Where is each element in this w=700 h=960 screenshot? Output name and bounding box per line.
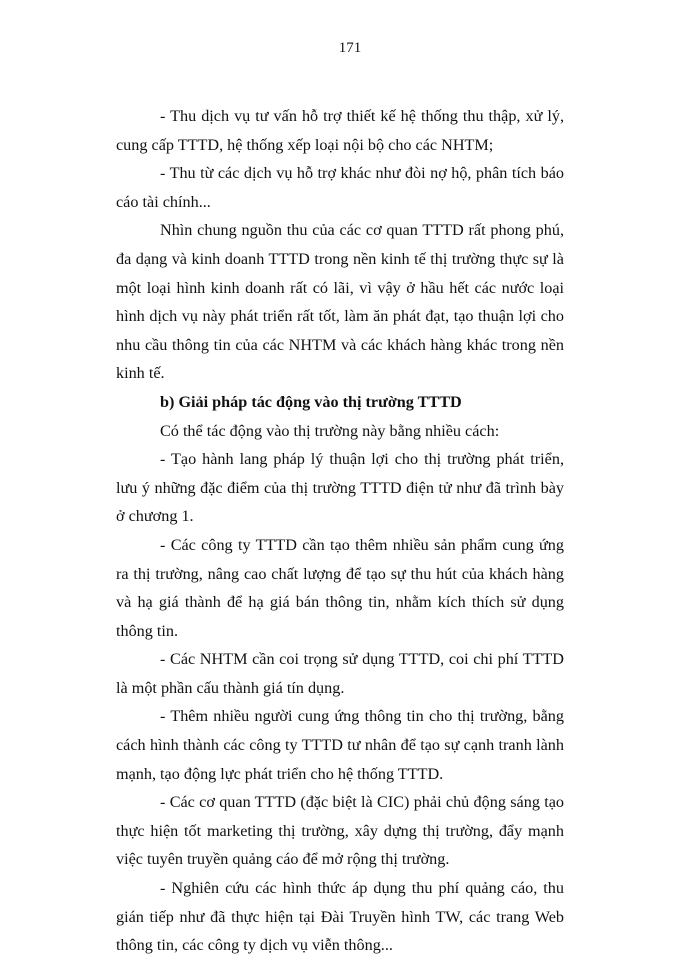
paragraph-bullet-more-providers: - Thêm nhiều người cung ứng thông tin cho thị trường, bằng cách hình thành các công ty TTTD tư nhân để tạo sự cạnh tranh lành mạnh, tạo động lực phát triển cho hệ thống TTTD.: [116, 707, 564, 783]
paragraph-bullet-other-services-revenue: - Thu từ các dịch vụ hỗ trợ khác như đòi nợ hộ, phân tích báo cáo tài chính...: [116, 164, 564, 211]
page-number: 171: [338, 40, 362, 56]
paragraph-intro: Có thể tác động vào thị trường này bằng nhiều cách:: [160, 421, 500, 440]
document-body: [116, 102, 564, 960]
section-heading: b) Giải pháp tác động vào thị trường TTTD: [160, 392, 462, 411]
paragraph-bullet-legal-framework: - Tạo hành lang pháp lý thuận lợi cho thị trường phát triển, lưu ý những đặc điểm của thị trường TTTD điện tử như đã trình bày ở chương 1.: [116, 450, 564, 526]
paragraph-bullet-product-quality: - Các công ty TTTD cần tạo thêm nhiều sản phẩm cung ứng ra thị trường, nâng cao chất lượng để tạo sự thu hút của khách hàng và hạ giá thành để hạ giá bán thông tin, nhằm kích thích sử dụng thông tin.: [116, 535, 564, 640]
paragraph-bullet-fee-research: - Nghiên cứu các hình thức áp dụng thu phí quảng cáo, thu gián tiếp như đã thực hiện tại Đài Truyền hình TW, các trang Web thông tin, các công ty dịch vụ viễn thông...: [116, 879, 564, 955]
paragraph-bullet-banks-usage: - Các NHTM cần coi trọng sử dụng TTTD, coi chi phí TTTD là một phần cấu thành giá tín dụng.: [116, 650, 564, 697]
paragraph-revenue-summary: Nhìn chung nguồn thu của các cơ quan TTTD rất phong phú, đa dạng và kinh doanh TTTD trong nền kinh tế thị trường thực sự là một loại hình kinh doanh rất có lãi, vì vậy ở hầu hết các nước loại hình dịch vụ này phát triển rất tốt, làm ăn phát đạt, tạo thuận lợi cho nhu cầu thông tin của các NHTM và các khách hàng khác trong nền kinh tế.: [116, 221, 564, 383]
paragraph-bullet-marketing: - Các cơ quan TTTD (đặc biệt là CIC) phải chủ động sáng tạo thực hiện tốt marketing thị trường, xây dựng thị trường, đẩy mạnh việc tuyên truyền quảng cáo để mở rộng thị trường.: [116, 793, 564, 869]
paragraph-bullet-consulting-revenue: - Thu dịch vụ tư vấn hỗ trợ thiết kế hệ thống thu thập, xử lý, cung cấp TTTD, hệ thống xếp loại nội bộ cho các NHTM;: [116, 107, 564, 154]
